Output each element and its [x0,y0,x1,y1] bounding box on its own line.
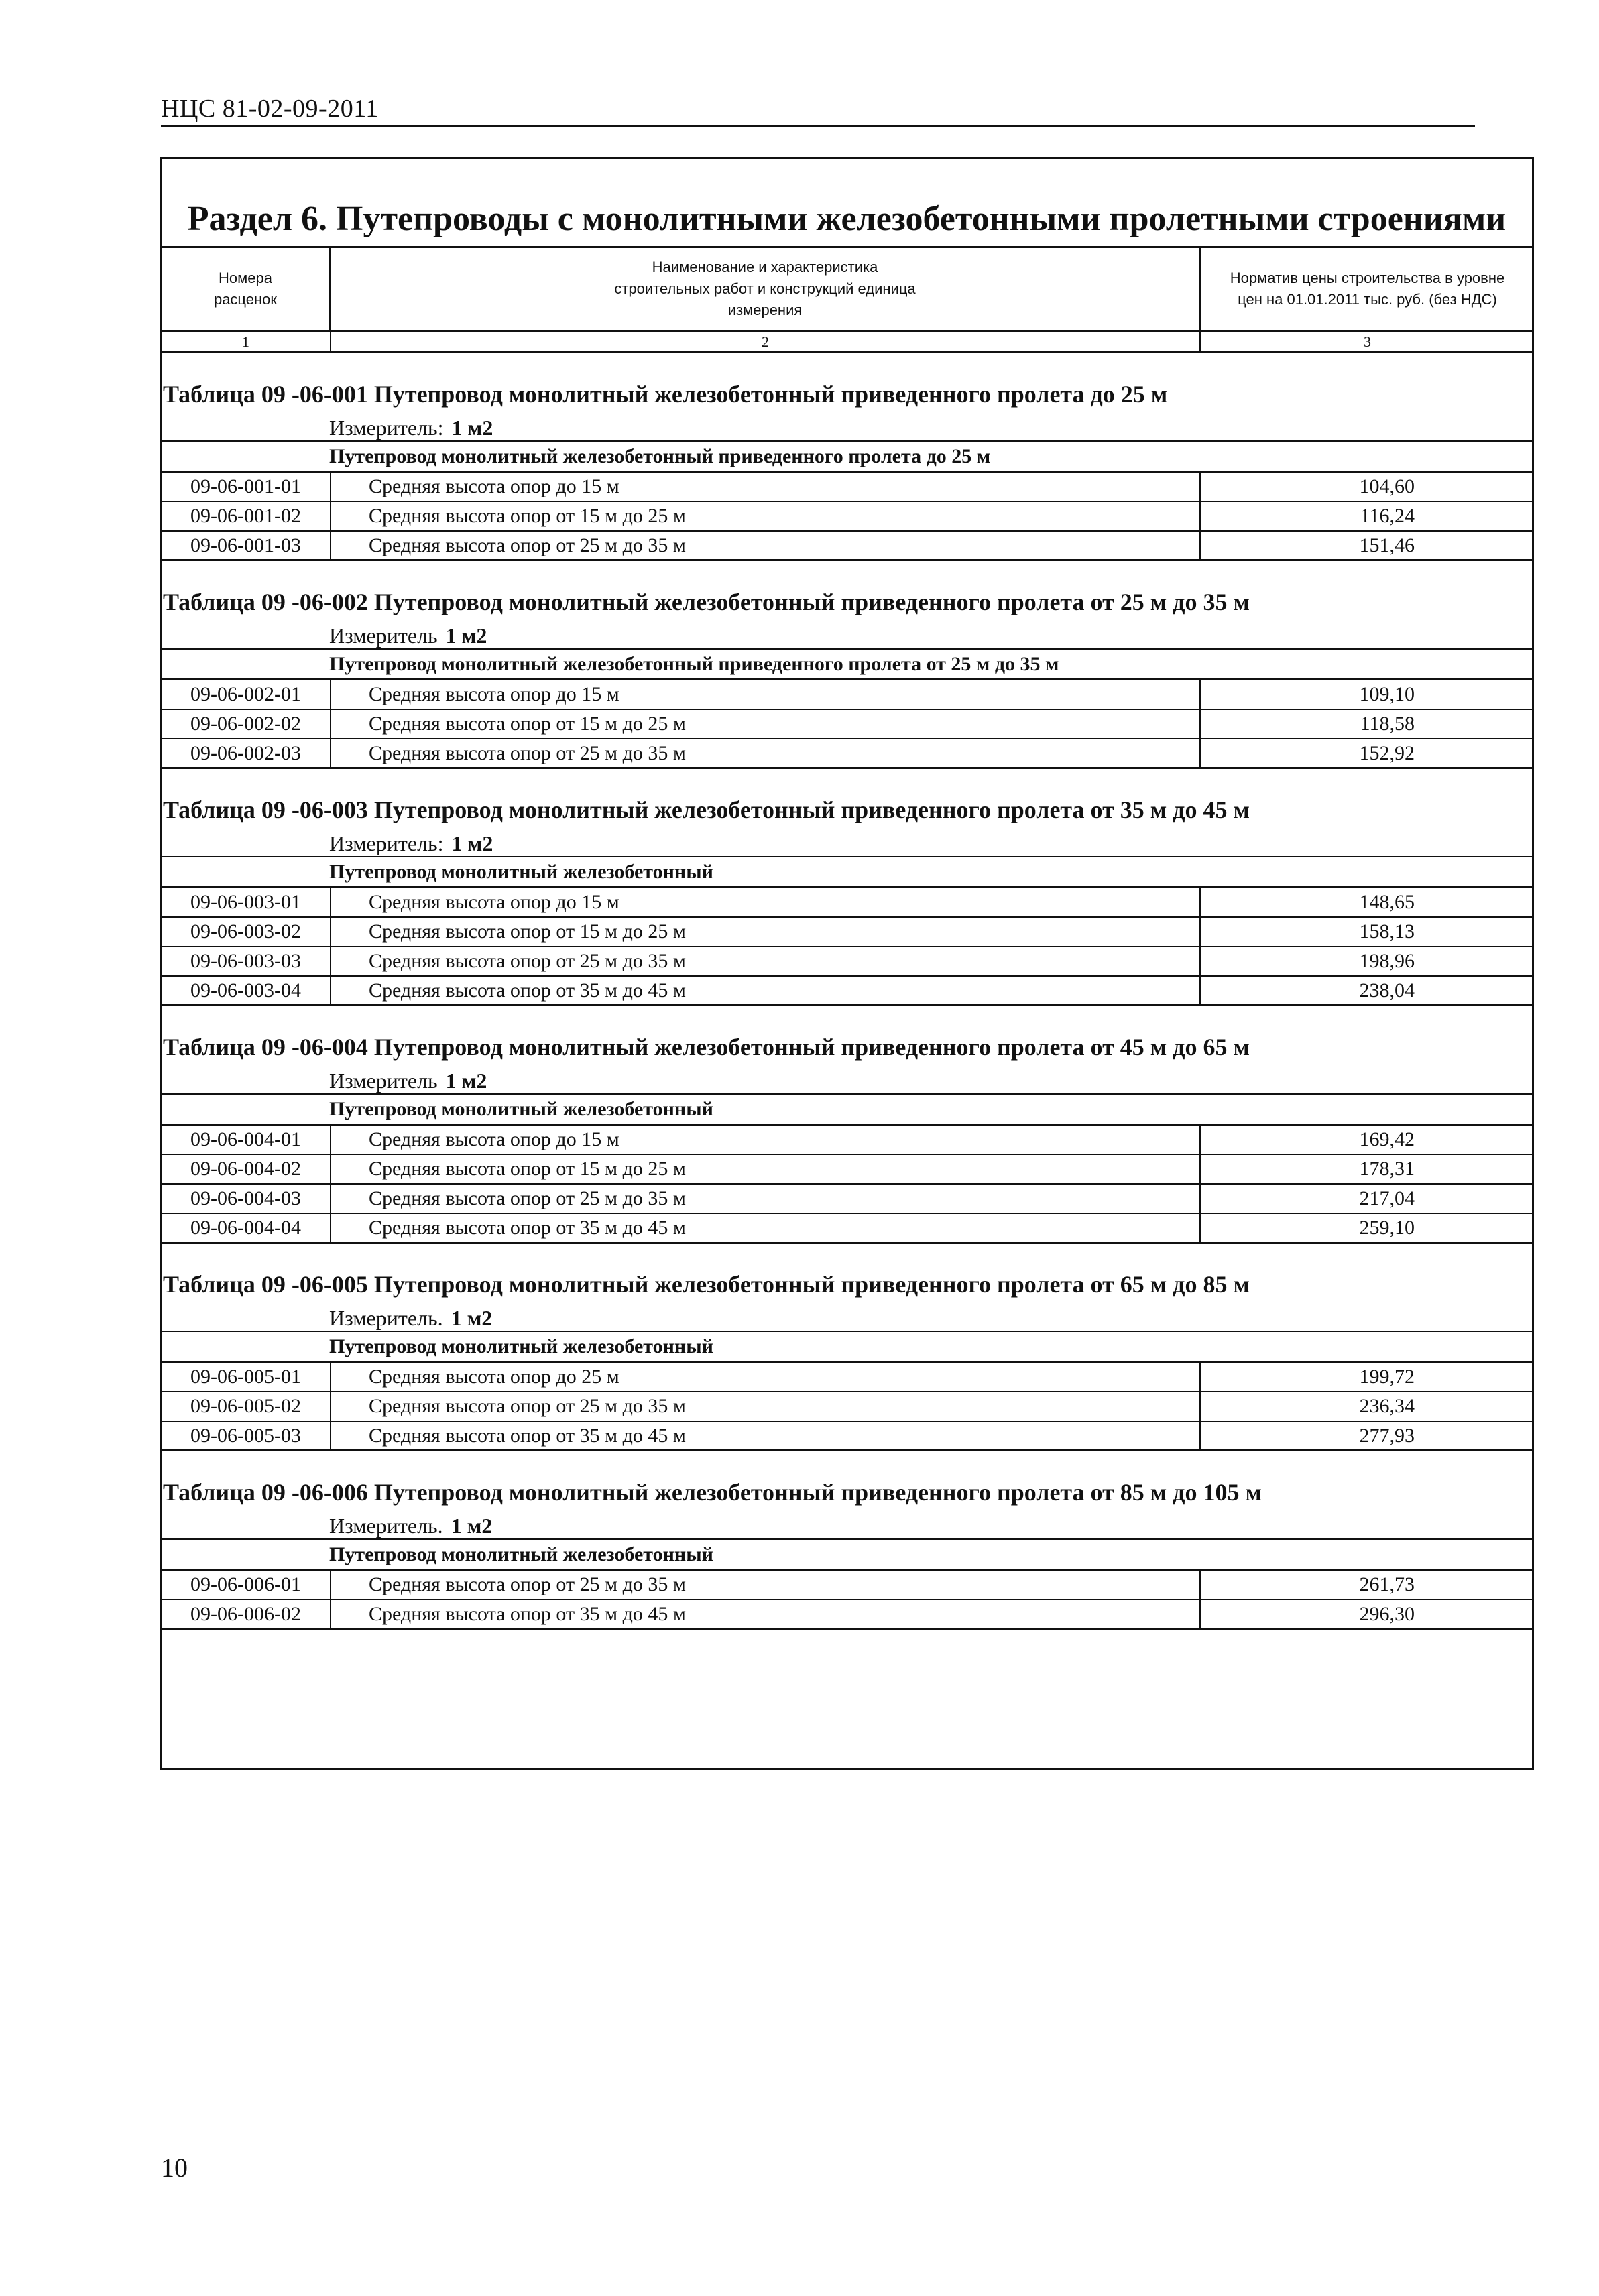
price-table [162,353,1532,561]
rate-description: Средняя высота опор от 15 м до 25 м [331,1155,1201,1183]
rate-code: 09-06-002-03 [162,739,331,767]
table-body [162,473,1532,561]
rate-description: Средняя высота опор от 25 м до 35 м [331,739,1201,767]
table-title: Таблица 09 -06-004 Путепровод монолитный железобетонный приведенного пролета от 45 м до 65 м [163,1034,1250,1061]
rate-code: 09-06-004-04 [162,1214,331,1242]
table-subtitle: Путепровод монолитный железобетонный [162,1332,1532,1363]
table-row [162,888,1532,918]
measure-unit: 1 м2 [451,1514,493,1538]
rate-description: Средняя высота опор от 25 м до 35 м [331,1392,1201,1421]
document-code: НЦС 81-02-09-2011 [161,95,379,123]
rate-description: Средняя высота опор до 15 м [331,680,1201,709]
table-row [162,1571,1532,1600]
rate-description: Средняя высота опор от 15 м до 25 м [331,502,1201,530]
column-number-2: 2 [331,332,1201,351]
measure-unit: 1 м2 [451,416,493,440]
measure-label: Измеритель [329,623,438,648]
price-table [162,1451,1532,1630]
rate-value: 296,30 [1359,1602,1415,1625]
rate-code: 09-06-005-01 [162,1363,331,1391]
rate-description: Средняя высота опор от 25 м до 35 м [331,947,1201,975]
rate-code: 09-06-001-01 [162,473,331,501]
price-table [162,1244,1532,1451]
rate-description: Средняя высота опор от 35 м до 45 м [331,1600,1201,1628]
rate-description: Средняя высота опор от 15 м до 25 м [331,710,1201,738]
table-body [162,680,1532,769]
table-row [162,947,1532,977]
column-header-codes-text: Номера расценок [213,269,278,308]
price-table [162,1006,1532,1244]
column-header-row [162,246,1532,332]
table-row [162,1422,1532,1451]
rate-description: Средняя высота опор от 25 м до 35 м [331,1571,1201,1599]
rate-code: 09-06-002-02 [162,710,331,738]
rate-description: Средняя высота опор от 35 м до 45 м [331,1214,1201,1242]
rate-value: 259,10 [1359,1216,1415,1239]
rate-value: 118,58 [1360,713,1415,735]
rate-code: 09-06-002-01 [162,680,331,709]
rate-value: 178,31 [1359,1158,1415,1180]
rate-description: Средняя высота опор от 25 м до 35 м [331,1185,1201,1213]
rate-value: 198,96 [1359,950,1415,972]
table-title: Таблица 09 -06-001 Путепровод монолитный железобетонный приведенного пролета до 25 м [163,381,1168,408]
rate-description: Средняя высота опор до 15 м [331,1126,1201,1154]
measure-label: Измеритель [329,1069,438,1093]
rate-description: Средняя высота опор до 25 м [331,1363,1201,1391]
table-measure [162,1298,1532,1332]
rate-value: 261,73 [1359,1573,1415,1595]
rate-description: Средняя высота опор до 15 м [331,473,1201,501]
measure-unit: 1 м2 [451,831,493,855]
rate-code: 09-06-001-02 [162,502,331,530]
rate-code: 09-06-004-03 [162,1185,331,1213]
table-title: Таблица 09 -06-003 Путепровод монолитный железобетонный приведенного пролета от 35 м до 45 м [163,796,1250,823]
table-subtitle: Путепровод монолитный железобетонный [162,1540,1532,1571]
table-measure [162,616,1532,650]
rate-description: Средняя высота опор от 35 м до 45 м [331,1422,1201,1449]
rate-value: 104,60 [1359,475,1415,497]
table-measure [162,824,1532,857]
rate-code: 09-06-001-03 [162,532,331,559]
table-body [162,1126,1532,1244]
measure-unit: 1 м2 [445,1069,487,1093]
rate-description: Средняя высота опор от 25 м до 35 м [331,532,1201,559]
rate-value: 277,93 [1359,1424,1415,1447]
table-title: Таблица 09 -06-002 Путепровод монолитный железобетонный приведенного пролета от 25 м до 35 м [163,589,1250,615]
section-title: Раздел 6. Путепроводы с монолитными железобетонными пролетными строениями [187,200,1506,238]
table-row [162,1392,1532,1422]
rate-description: Средняя высота опор от 35 м до 45 м [331,977,1201,1004]
table-row [162,1600,1532,1630]
table-subtitle: Путепровод монолитный железобетонный приведенного пролета до 25 м [162,442,1532,473]
rate-code: 09-06-005-03 [162,1422,331,1449]
table-row [162,502,1532,532]
table-subtitle: Путепровод монолитный железобетонный [162,1095,1532,1126]
table-row [162,710,1532,739]
table-row [162,1185,1532,1214]
column-header-price-text: Норматив цены строительства в уровне цен на 01.01.2011 тыс. руб. (без НДС) [1230,269,1505,308]
table-row [162,473,1532,502]
page-number: 10 [161,2153,188,2183]
rate-value: 116,24 [1360,505,1415,527]
column-header-description-text: Наименование и характеристика строительных работ и конструкций единица измерения [614,259,916,318]
rate-value: 148,65 [1359,891,1415,913]
rate-code: 09-06-003-04 [162,977,331,1004]
rate-code: 09-06-005-02 [162,1392,331,1421]
table-measure [162,1061,1532,1095]
table-row [162,918,1532,947]
table-subtitle: Путепровод монолитный железобетонный приведенного пролета от 25 м до 35 м [162,650,1532,680]
column-header-codes [162,248,331,330]
rate-description: Средняя высота опор от 15 м до 25 м [331,918,1201,946]
table-measure [162,1506,1532,1540]
rate-description: Средняя высота опор до 15 м [331,888,1201,916]
rate-code: 09-06-006-02 [162,1600,331,1628]
rate-value: 236,34 [1359,1395,1415,1417]
table-row [162,977,1532,1006]
price-tables [162,353,1532,1630]
rate-value: 151,46 [1359,534,1415,556]
column-number-1: 1 [162,332,331,351]
table-body [162,888,1532,1006]
column-number-row [162,332,1532,353]
table-row [162,1155,1532,1185]
price-table [162,561,1532,769]
rate-code: 09-06-004-01 [162,1126,331,1154]
table-title: Таблица 09 -06-005 Путепровод монолитный железобетонный приведенного пролета от 65 м до 85 м [163,1271,1250,1298]
rate-value: 217,04 [1359,1187,1415,1209]
header-rule [161,125,1475,127]
table-row [162,1363,1532,1392]
rate-value: 238,04 [1359,979,1415,1002]
measure-label: Измеритель. [329,1306,443,1330]
table-row [162,680,1532,710]
rate-code: 09-06-006-01 [162,1571,331,1599]
rate-value: 169,42 [1359,1128,1415,1150]
rate-code: 09-06-004-02 [162,1155,331,1183]
rate-value: 199,72 [1359,1366,1415,1388]
measure-label: Измеритель: [329,831,444,855]
price-table [162,769,1532,1006]
column-number-3: 3 [1364,333,1371,350]
table-row [162,1126,1532,1155]
section-frame [160,157,1534,1770]
table-row [162,532,1532,561]
table-body [162,1571,1532,1630]
rate-value: 152,92 [1359,741,1415,764]
measure-unit: 1 м2 [445,623,487,648]
table-row [162,739,1532,769]
measure-label: Измеритель. [329,1514,443,1538]
table-body [162,1363,1532,1451]
rate-value: 158,13 [1359,920,1415,943]
column-header-price [1201,248,1534,330]
rate-code: 09-06-003-03 [162,947,331,975]
column-header-description [331,248,1201,330]
table-title: Таблица 09 -06-006 Путепровод монолитный железобетонный приведенного пролета от 85 м до 105 м [163,1479,1262,1506]
measure-label: Измеритель: [329,416,444,440]
rate-code: 09-06-003-01 [162,888,331,916]
measure-unit: 1 м2 [451,1306,493,1330]
table-measure [162,408,1532,442]
rate-value: 109,10 [1359,683,1415,705]
rate-code: 09-06-003-02 [162,918,331,946]
table-row [162,1214,1532,1244]
table-subtitle: Путепровод монолитный железобетонный [162,857,1532,888]
